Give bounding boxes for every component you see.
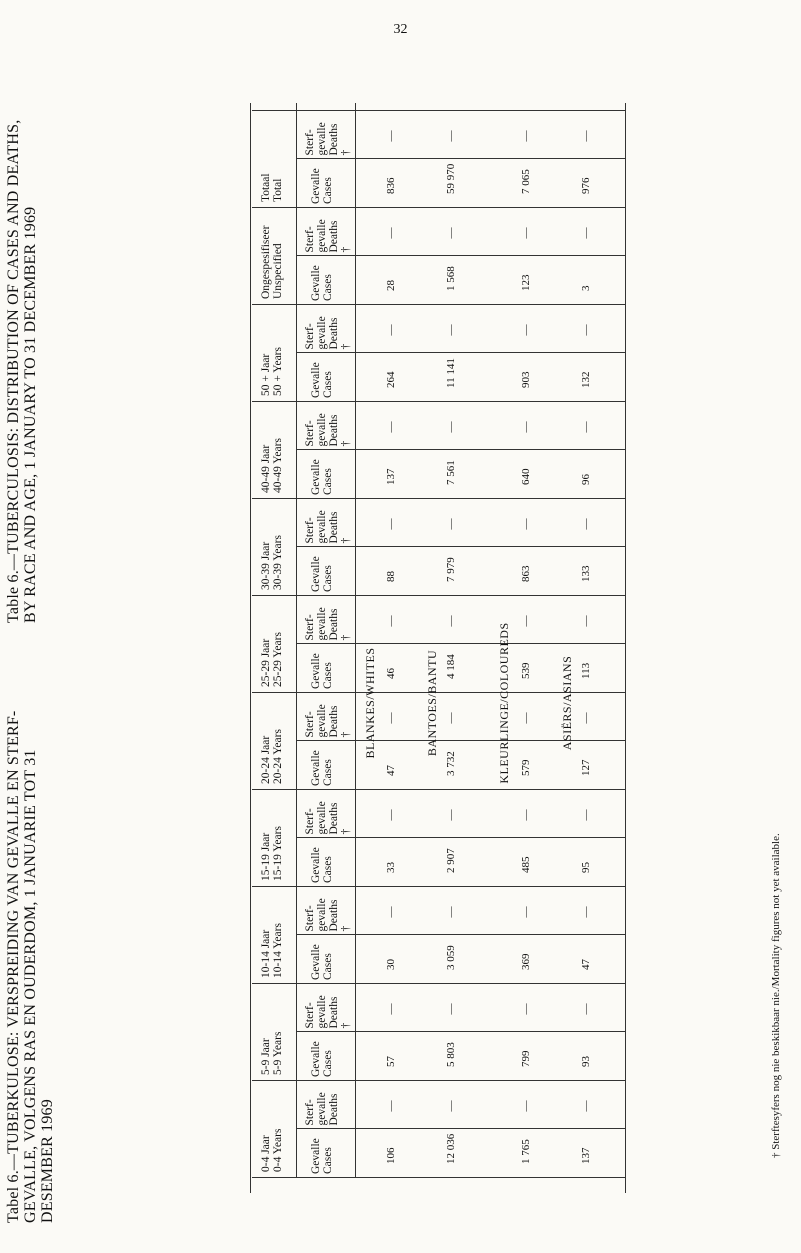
deaths-value: — <box>385 130 397 142</box>
cases-value: 47 <box>580 959 592 970</box>
age-group-label: Ongespesifiseer <box>260 225 272 299</box>
cases-label: Gevalle <box>310 653 322 689</box>
deaths-label: gevalle <box>316 898 328 932</box>
deaths-label: Sterf- <box>304 226 316 253</box>
deaths-header <box>304 1092 340 1125</box>
age-group-label: 40-49 Years <box>272 438 284 493</box>
deaths-value: — <box>385 421 397 433</box>
cases-value: 1 765 <box>520 1139 532 1164</box>
deaths-label: Deaths <box>328 414 340 447</box>
deaths-label: Sterf- <box>304 1002 316 1029</box>
cases-value: 2 907 <box>445 848 457 873</box>
sub-separator <box>296 256 625 257</box>
cases-value: 137 <box>580 1147 592 1164</box>
cases-value: 369 <box>520 953 532 970</box>
age-group-label: 50 + Years <box>272 347 284 396</box>
deaths-label: Sterf- <box>304 129 316 156</box>
cases-header <box>310 1041 334 1077</box>
cases-header <box>310 944 334 980</box>
cases-header <box>310 750 334 786</box>
sub-separator <box>296 838 625 839</box>
cases-header <box>310 1138 334 1174</box>
cases-label: Gevalle <box>310 847 322 883</box>
deaths-label: Deaths <box>328 899 340 932</box>
cases-value: 33 <box>385 862 397 873</box>
cases-value: 264 <box>385 371 397 388</box>
deaths-label: gevalle <box>316 510 328 544</box>
deaths-value: — <box>520 906 532 918</box>
title-afrikaans <box>5 711 56 1223</box>
age-group-label: 5-9 Jaar <box>260 1038 272 1075</box>
deaths-label: gevalle <box>316 801 328 835</box>
deaths-label: gevalle <box>316 316 328 350</box>
age-group-label: 50 + Jaar <box>260 353 272 396</box>
cases-value: 95 <box>580 862 592 873</box>
col-separator-end <box>252 110 625 111</box>
deaths-label: Deaths <box>328 220 340 253</box>
cases-value: 46 <box>385 668 397 679</box>
deaths-label: Sterf- <box>304 614 316 641</box>
deaths-value: — <box>385 1100 397 1112</box>
deaths-header <box>304 316 352 349</box>
deaths-header <box>304 413 352 446</box>
cases-label: Cases <box>322 856 334 883</box>
deaths-value: — <box>580 421 592 433</box>
cases-label: Cases <box>322 1147 334 1174</box>
race-band-label: BLANKES/WHITES <box>363 647 377 759</box>
age-group-header <box>260 891 284 978</box>
age-group-header <box>260 406 284 493</box>
deaths-label: gevalle <box>316 413 328 447</box>
cases-label: Cases <box>322 468 334 495</box>
sub-separator <box>296 450 625 451</box>
col-separator <box>252 1080 625 1081</box>
sub-separator <box>296 741 625 742</box>
age-group-label: 10-14 Years <box>272 923 284 978</box>
deaths-label: Deaths <box>328 608 340 641</box>
cases-header <box>310 653 334 689</box>
cases-value: 132 <box>580 371 592 388</box>
cases-value: 30 <box>385 959 397 970</box>
age-group-label: 20-24 Jaar <box>260 735 272 784</box>
sub-separator <box>296 1032 625 1033</box>
age-group-label: Unspecified <box>272 243 284 299</box>
cases-value: 7 561 <box>445 460 457 485</box>
rule-1 <box>296 103 297 1178</box>
deaths-label: gevalle <box>316 1092 328 1126</box>
deaths-label: Deaths <box>328 996 340 1029</box>
deaths-label: Sterf- <box>304 323 316 350</box>
age-group-label: 25-29 Years <box>272 632 284 687</box>
cases-header <box>310 556 334 592</box>
cases-value: 799 <box>520 1050 532 1067</box>
cases-header <box>310 168 334 204</box>
cases-value: 539 <box>520 662 532 679</box>
cases-value: 7 979 <box>445 557 457 582</box>
race-band-label: KLEURLINGE/COLOUREDS <box>497 622 511 784</box>
rule-0 <box>250 103 251 1193</box>
deaths-label: Sterf- <box>304 905 316 932</box>
deaths-value: — <box>520 227 532 239</box>
deaths-value: — <box>445 615 457 627</box>
deaths-header <box>304 704 352 737</box>
cases-value: 485 <box>520 856 532 873</box>
deaths-value: — <box>520 518 532 530</box>
deaths-value: — <box>385 324 397 336</box>
age-group-header <box>260 309 284 396</box>
cases-label: Cases <box>322 274 334 301</box>
page-number: 32 <box>393 22 408 37</box>
deaths-label: gevalle <box>316 995 328 1029</box>
deaths-header <box>304 801 352 834</box>
deaths-value: — <box>445 809 457 821</box>
sub-separator <box>296 353 625 354</box>
cases-value: 28 <box>385 280 397 291</box>
cases-value: 5 803 <box>445 1042 457 1067</box>
cases-value: 903 <box>520 371 532 388</box>
deaths-label: † <box>340 828 352 835</box>
cases-label: Gevalle <box>310 168 322 204</box>
deaths-label: Sterf- <box>304 1099 316 1126</box>
deaths-value: — <box>580 1100 592 1112</box>
age-group-label: 5-9 Years <box>272 1031 284 1075</box>
race-band-label: ASIËRS/ASIANS <box>560 655 574 751</box>
deaths-value: — <box>385 712 397 724</box>
age-group-label: 10-14 Jaar <box>260 929 272 978</box>
footnote: † Sterftesyfers nog nie beskikbaar nie./Mortality figures not yet available. <box>770 833 782 1158</box>
rule-bottom <box>625 103 626 1193</box>
sub-separator <box>296 644 625 645</box>
deaths-label: gevalle <box>316 704 328 738</box>
age-group-label: Totaal <box>260 173 272 202</box>
age-group-label: 30-39 Jaar <box>260 541 272 590</box>
deaths-value: — <box>520 809 532 821</box>
age-group-label: 25-29 Jaar <box>260 638 272 687</box>
deaths-value: — <box>445 227 457 239</box>
age-group-label: 40-49 Jaar <box>260 444 272 493</box>
cases-value: 12 036 <box>445 1133 457 1164</box>
deaths-value: — <box>520 712 532 724</box>
deaths-value: — <box>520 1003 532 1015</box>
cases-value: 3 <box>580 285 592 291</box>
cases-value: 133 <box>580 565 592 582</box>
age-group-header <box>260 503 284 590</box>
cases-value: 96 <box>580 474 592 485</box>
deaths-value: — <box>580 130 592 142</box>
age-group-header <box>260 1085 284 1172</box>
deaths-label: Sterf- <box>304 517 316 544</box>
cases-header <box>310 362 334 398</box>
deaths-value: — <box>580 324 592 336</box>
cases-value: 106 <box>385 1147 397 1164</box>
deaths-label: Deaths <box>328 511 340 544</box>
cases-label: Cases <box>322 662 334 689</box>
sub-separator <box>296 1129 625 1130</box>
age-group-header <box>260 212 284 299</box>
deaths-label: gevalle <box>316 122 328 156</box>
cases-value: 579 <box>520 759 532 776</box>
deaths-header <box>304 898 352 931</box>
cases-value: 113 <box>580 662 592 679</box>
cases-label: Gevalle <box>310 944 322 980</box>
deaths-label: Sterf- <box>304 420 316 447</box>
deaths-label: Deaths <box>328 317 340 350</box>
cases-label: Gevalle <box>310 265 322 301</box>
cases-label: Cases <box>322 177 334 204</box>
age-group-header <box>260 697 284 784</box>
deaths-label: † <box>340 440 352 447</box>
deaths-header <box>304 122 352 155</box>
cases-label: Gevalle <box>310 556 322 592</box>
deaths-label: † <box>340 1022 352 1029</box>
deaths-value: — <box>580 906 592 918</box>
deaths-value: — <box>385 615 397 627</box>
deaths-value: — <box>520 324 532 336</box>
col-separator <box>252 304 625 305</box>
cases-header <box>310 847 334 883</box>
cases-value: 137 <box>385 468 397 485</box>
deaths-label: gevalle <box>316 219 328 253</box>
cases-label: Gevalle <box>310 1138 322 1174</box>
deaths-header <box>304 995 352 1028</box>
cases-value: 7 065 <box>520 169 532 194</box>
cases-value: 88 <box>385 571 397 582</box>
cases-header <box>310 265 334 301</box>
cases-label: Gevalle <box>310 362 322 398</box>
title-line: GEVALLE, VOLGENS RAS EN OUDERDOM, 1 JANUARIE TOT 31 <box>22 749 39 1223</box>
cases-value: 863 <box>520 565 532 582</box>
deaths-label: † <box>340 731 352 738</box>
cases-value: 93 <box>580 1056 592 1067</box>
deaths-value: — <box>580 1003 592 1015</box>
age-group-header <box>260 794 284 881</box>
deaths-value: — <box>385 518 397 530</box>
sub-separator <box>296 935 625 936</box>
cases-value: 4 184 <box>445 654 457 679</box>
race-band-label: BANTOES/BANTU <box>425 649 439 757</box>
title-english <box>5 120 39 623</box>
cases-label: Cases <box>322 759 334 786</box>
deaths-value: — <box>580 615 592 627</box>
cases-label: Gevalle <box>310 459 322 495</box>
deaths-value: — <box>385 227 397 239</box>
deaths-value: — <box>445 130 457 142</box>
age-group-label: 0-4 Jaar <box>260 1135 272 1172</box>
deaths-value: — <box>385 809 397 821</box>
deaths-label: † <box>340 634 352 641</box>
deaths-label: gevalle <box>316 607 328 641</box>
deaths-value: — <box>445 1003 457 1015</box>
cases-label: Gevalle <box>310 1041 322 1077</box>
deaths-value: — <box>580 518 592 530</box>
deaths-label: † <box>340 246 352 253</box>
deaths-label: Sterf- <box>304 808 316 835</box>
cases-header <box>310 459 334 495</box>
age-group-label: 0-4 Years <box>272 1128 284 1172</box>
deaths-header <box>304 219 352 252</box>
cases-value: 976 <box>580 177 592 194</box>
deaths-value: — <box>445 712 457 724</box>
age-group-header <box>260 600 284 687</box>
cases-value: 123 <box>520 274 532 291</box>
title-line: DESEMBER 1969 <box>39 1099 56 1223</box>
cases-value: 640 <box>520 468 532 485</box>
cases-label: Cases <box>322 371 334 398</box>
deaths-value: — <box>445 421 457 433</box>
deaths-value: — <box>445 1100 457 1112</box>
cases-value: 836 <box>385 177 397 194</box>
cases-label: Gevalle <box>310 750 322 786</box>
age-group-label: 20-24 Years <box>272 729 284 784</box>
age-group-label: 30-39 Years <box>272 535 284 590</box>
deaths-label: Deaths <box>328 802 340 835</box>
deaths-header <box>304 607 352 640</box>
title-line: BY RACE AND AGE, 1 JANUARY TO 31 DECEMBER 1969 <box>22 206 39 623</box>
age-group-header <box>260 115 284 202</box>
sub-separator <box>296 159 625 160</box>
deaths-value: — <box>385 906 397 918</box>
deaths-value: — <box>445 324 457 336</box>
cases-value: 57 <box>385 1056 397 1067</box>
col-separator <box>252 207 625 208</box>
deaths-value: — <box>520 615 532 627</box>
deaths-header <box>304 510 352 543</box>
deaths-value: — <box>445 518 457 530</box>
cases-value: 59 970 <box>445 163 457 194</box>
deaths-label: Deaths <box>328 123 340 156</box>
rule-2 <box>355 103 356 1178</box>
deaths-label: † <box>340 925 352 932</box>
cases-label: Cases <box>322 953 334 980</box>
title-line: Tabel 6.—TUBERKULOSE: VERSPREIDING VAN GEVALLE EN STERF- <box>5 710 22 1223</box>
cases-label: Cases <box>322 1050 334 1077</box>
col-separator <box>252 1177 625 1178</box>
cases-value: 3 059 <box>445 945 457 970</box>
deaths-value: — <box>445 906 457 918</box>
age-group-header <box>260 988 284 1075</box>
cases-value: 127 <box>580 759 592 776</box>
deaths-value: — <box>580 809 592 821</box>
title-line: Table 6.—TUBERCULOSIS: DISTRIBUTION OF CASES AND DEATHS, <box>5 119 22 623</box>
deaths-value: — <box>520 421 532 433</box>
cases-value: 3 732 <box>445 751 457 776</box>
cases-value: 47 <box>385 765 397 776</box>
cases-label: Cases <box>322 565 334 592</box>
deaths-value: — <box>580 227 592 239</box>
deaths-label: Deaths <box>328 705 340 738</box>
sub-separator <box>296 547 625 548</box>
deaths-label: † <box>340 149 352 156</box>
age-group-label: Total <box>272 178 284 202</box>
deaths-label: † <box>340 537 352 544</box>
deaths-label: † <box>340 343 352 350</box>
deaths-label: Sterf- <box>304 711 316 738</box>
deaths-value: — <box>520 130 532 142</box>
deaths-value: — <box>520 1100 532 1112</box>
age-group-label: 15-19 Jaar <box>260 832 272 881</box>
age-group-label: 15-19 Years <box>272 826 284 881</box>
deaths-value: — <box>580 712 592 724</box>
cases-value: 1 568 <box>445 266 457 291</box>
cases-value: 11 141 <box>445 358 457 388</box>
deaths-label: Deaths <box>328 1093 340 1126</box>
deaths-value: — <box>385 1003 397 1015</box>
